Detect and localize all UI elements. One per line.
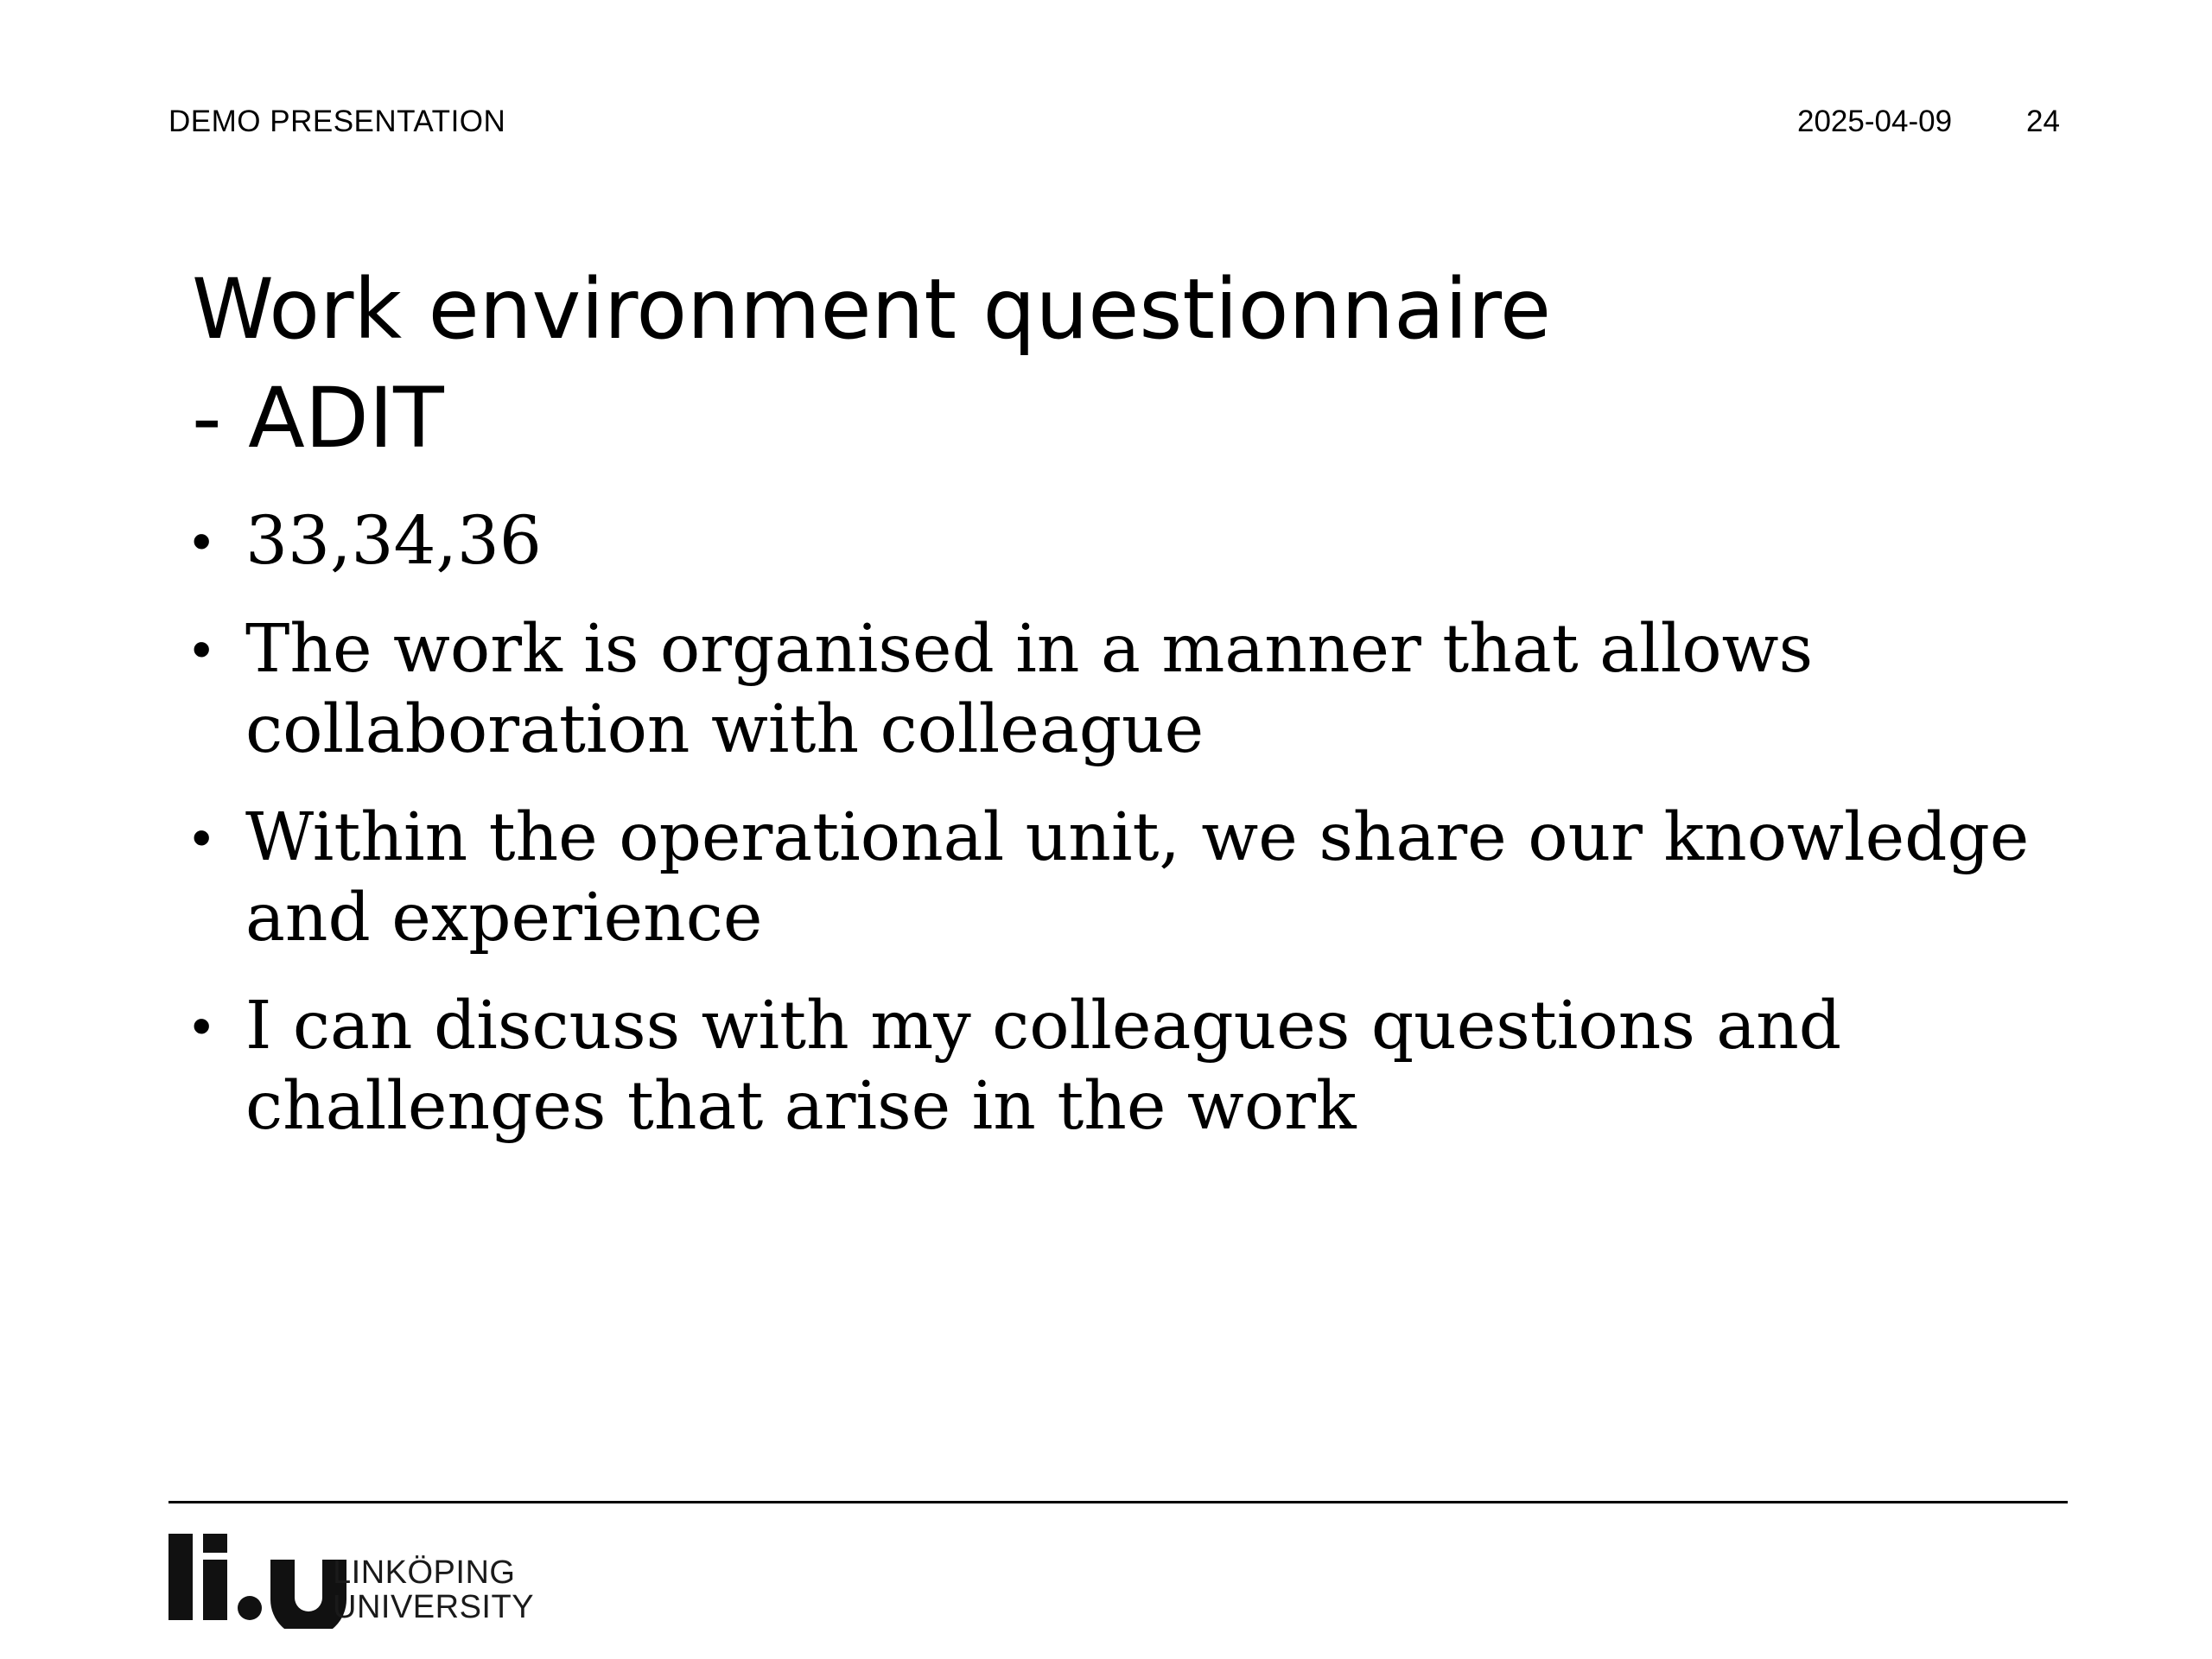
bullet-item [192,798,2058,958]
bullet-dot-icon: • [192,806,212,868]
bullet-text: The work is organised in a manner that allows collaboration with colleague [245,611,1814,768]
bullet-item [192,986,2058,1147]
bullet-text: Within the operational unit, we share our knowledge and experience [245,799,2030,957]
presentation-name: DEMO PRESENTATION [168,105,506,138]
logo-line-1: LINKÖPING [333,1554,516,1591]
slide-title-line-2: - ADIT [192,370,444,467]
page-number: 24 [2026,105,2060,138]
bullet-dot-icon: • [192,510,212,572]
slide-date: 2025-04-09 [1797,105,1953,138]
slide-title-line-1: Work environment questionnaire [192,261,1552,358]
bullet-dot-icon: • [192,618,212,680]
bullet-dot-icon: • [192,995,212,1057]
bullet-item [192,501,2058,582]
bullet-list [192,501,2058,1174]
bullet-text: 33,34,36 [245,503,542,580]
footer-divider [168,1501,2068,1503]
logo-wordmark [333,1555,534,1624]
bullet-text: I can discuss with my colleagues questions and challenges that arise in the work [245,988,1842,1145]
logo-line-2: UNIVERSITY [333,1589,535,1625]
bullet-item [192,609,2058,770]
slide-title [192,255,2006,473]
